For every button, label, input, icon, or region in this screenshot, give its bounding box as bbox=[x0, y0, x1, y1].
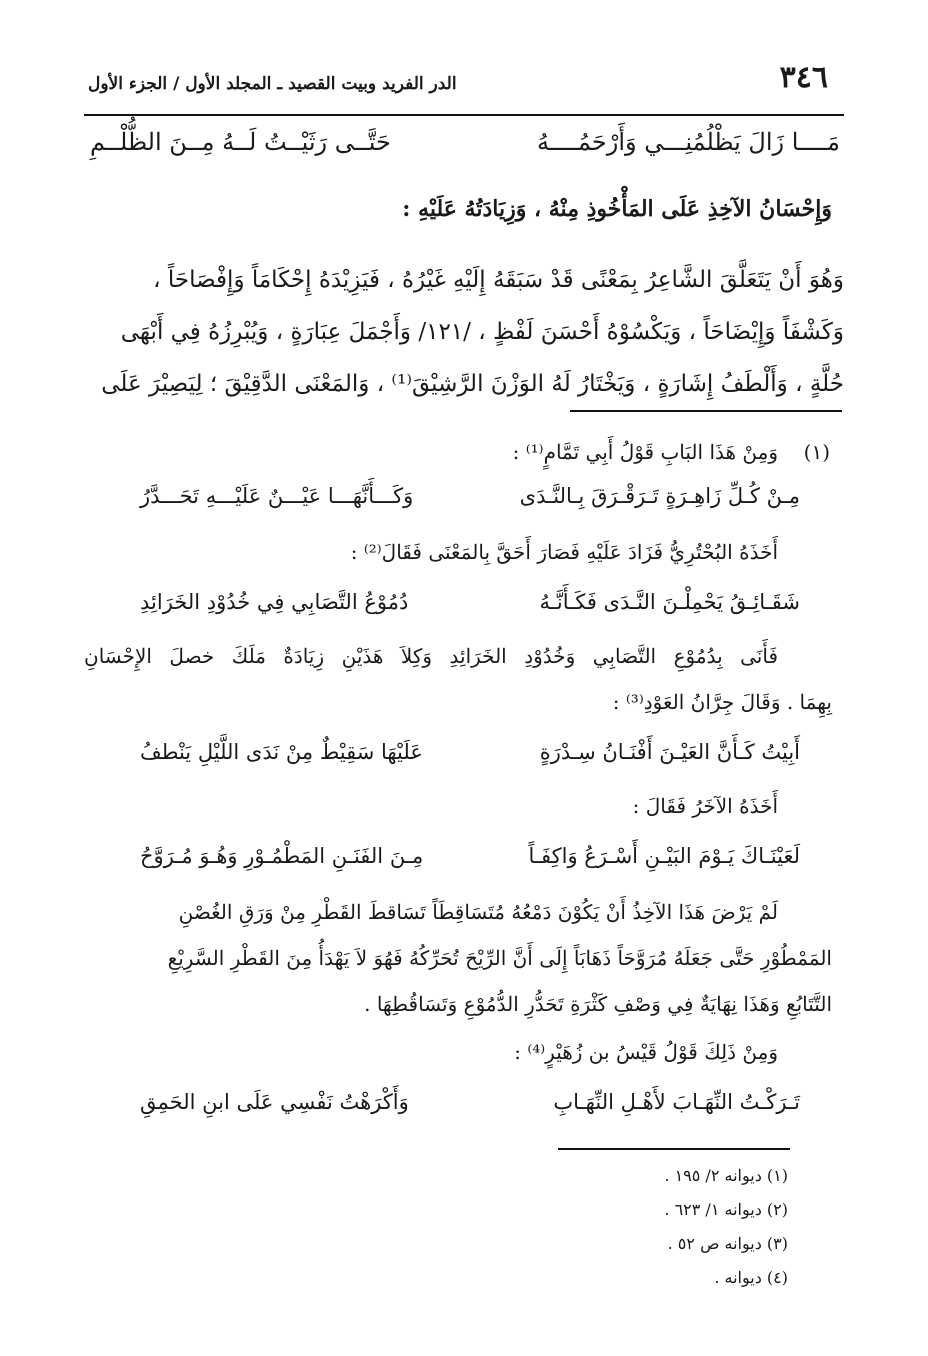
running-head: الدر الفريد وبيت القصيد ـ المجلد الأول / الجزء الأول bbox=[88, 74, 457, 94]
footnote-line: التَّتَابُعِ وَهَذَا نِهَايَةٌ فِي وَصْفِ كَثْرَةِ تَحَدُّرِ الدُّمُوْعِ وَتَسَاقُطِهَا . bbox=[364, 992, 832, 1016]
verse-first-hemistich: مِـنْ كُـلِّ زَاهِـرَةٍ تَـرَقْـرَقَ بِـالنَّـدَى bbox=[519, 484, 800, 508]
footnote-line: المَمْطُوْرِ حَتَّى جَعَلَهُ مُرَوَّحَاً ذَهَابَاً إِلَى أَنَّ الرِّيْحَ تُحَرِّكُهُ فَهُوَ لاَ يَهْدَأُ مِنَ القَطْرِ السَّرِيْعِ bbox=[167, 946, 832, 970]
footnote-line: وَمِنْ ذَلِكَ قَوْلُ قَيْسُ بن زُهَيْرٍ⁽⁴⁾ : bbox=[514, 1040, 778, 1064]
body-line: وَهُوَ أَنْ يَتَعَلَّقَ الشَّاعِرُ بِمَعْنًى قَدْ سَبَقَهُ إِلَيْهِ غَيْرُهُ ، فَيَزِيْدَهُ إِحْكَامَاً وَإِفْصَاحَاً ، bbox=[153, 267, 844, 293]
footnote-rule bbox=[570, 410, 842, 412]
footnote-intro: وَمِنْ هَذَا البَابِ قَوْلُ أَبِي تَمَّامٍ⁽¹⁾ : bbox=[512, 440, 778, 464]
header-rule bbox=[84, 114, 844, 116]
verse-first-hemistich: لَعَيْنَـاكَ يَـوْمَ البَيْـنِ أَسْـرَعُ وَاكِفَـاً bbox=[528, 844, 800, 868]
body-line: حُلَّةٍ ، وَأَلْطَفُ إِشَارَةٍ ، وَيَخْتَارُ لَهُ الوَزْنَ الرَّشِيْقَ⁽¹⁾ ، وَالمَعْنَى الدَّقِيْقَ ؛ لِيَصِيْرَ عَلَى bbox=[101, 371, 844, 397]
footnote-line: لَمْ يَرْضَ هَذَا الآخِذُ أَنْ يَكُوْنَ دَمْعُهُ مُتَسَاقِطَاً تَسَاقطَ القَطْرِ مِنْ وَرَقِ الغُصْنِ bbox=[178, 900, 778, 924]
body-paragraph bbox=[84, 254, 844, 410]
references-rule bbox=[558, 1148, 790, 1150]
footnote-line: أَخَذَهُ الآخَرُ فَقَالَ : bbox=[632, 794, 778, 818]
reference-item: (٤) ديوانه . bbox=[714, 1268, 788, 1287]
footnote-line: أَخَذَهُ البُحْتُرِيُّ فَزَادَ عَلَيْهِ فَصَارَ أَحَقَّ بِالمَعْنَى فَقَالَ⁽²⁾ : bbox=[350, 540, 778, 564]
verse-first-hemistich: شَقَـائِـقُ يَحْمِلْـنَ النَّـدَى فَكَـأَنَّـهُ bbox=[539, 590, 800, 614]
verse-first-hemistich: تَـرَكْـتُ النِّهَـابَ لأَهْـلِ النِّهَـابِ bbox=[553, 1090, 800, 1114]
footnote-line: بِهِمَا . وَقَالَ جِرَّانُ العَوْدِ⁽³⁾ : bbox=[612, 690, 832, 714]
footnote-marker: (١) bbox=[803, 440, 830, 464]
verse-second-hemistich: حَتَّــى رَثَيْــتُ لَــهُ مِــنَ الظُّلْــمِ bbox=[90, 128, 391, 156]
main-verse bbox=[90, 128, 840, 168]
reference-item: (٢) ديوانه ١/ ٦٢٣ . bbox=[664, 1200, 788, 1219]
section-heading: وَإِحْسَانُ الآخِذِ عَلَى المَأْخُوذِ مِنْهُ ، وَزِيَادَتُهُ عَلَيْهِ : bbox=[402, 196, 832, 222]
reference-item: (٣) ديوانه ص ٥٢ . bbox=[667, 1234, 788, 1253]
reference-item: (١) ديوانه ٢/ ١٩٥ . bbox=[664, 1166, 788, 1185]
verse-first-hemistich: مَــــا زَالَ يَظْلُمُنِـــي وَأَرْحَمُــــهُ bbox=[537, 128, 840, 156]
verse-second-hemistich: مِـنَ الفَنَـنِ المَطْمُـوْرِ وَهُـوَ مُـرَوَّحُ bbox=[140, 844, 424, 868]
body-line: وَكَشْفَاً وَإِيْضَاحَاً ، وَيَكْسُوْهُ أَحْسَنَ لَفْظٍ ، /١٢١/ وَأَجْمَلَ عِبَارَةٍ ، وَيُبْرِزُهُ فِي أَبْهَى bbox=[120, 319, 844, 345]
footnote-paragraph: فَأَنَى بِدُمُوْعِ التَّصَابِي وَخُدُوْدِ الخَرَائِدِ وَكِلاَ هَذَيْنِ زِيَادَةٌ مَلَكَ خصلَ الإِحْسَانِ bbox=[84, 644, 778, 668]
verse-second-hemistich: وَكَـــأَنَّهَـــا عَيْـــنٌ عَلَيْـــهِ تَحَـــدَّرُ bbox=[140, 484, 414, 508]
verse-second-hemistich: وَأَكْرَهْتُ نَفْسِي عَلَى ابنِ الحَمِقِ bbox=[140, 1090, 409, 1114]
verse-second-hemistich: عَلَيْهَا سَقِيْطٌ مِنْ نَدَى اللَّيْلِ يَنْطفُ bbox=[140, 740, 423, 764]
verse-first-hemistich: أَبِيْتُ كَـأَنَّ العَيْـنَ أَفْنَـانُ سِـدْرَةٍ bbox=[539, 740, 800, 764]
verse-second-hemistich: دُمُوْعُ التَّصَابِي فِي خُدُوْدِ الخَرَائِدِ bbox=[140, 590, 409, 614]
page-number: ٣٤٦ bbox=[779, 60, 828, 95]
